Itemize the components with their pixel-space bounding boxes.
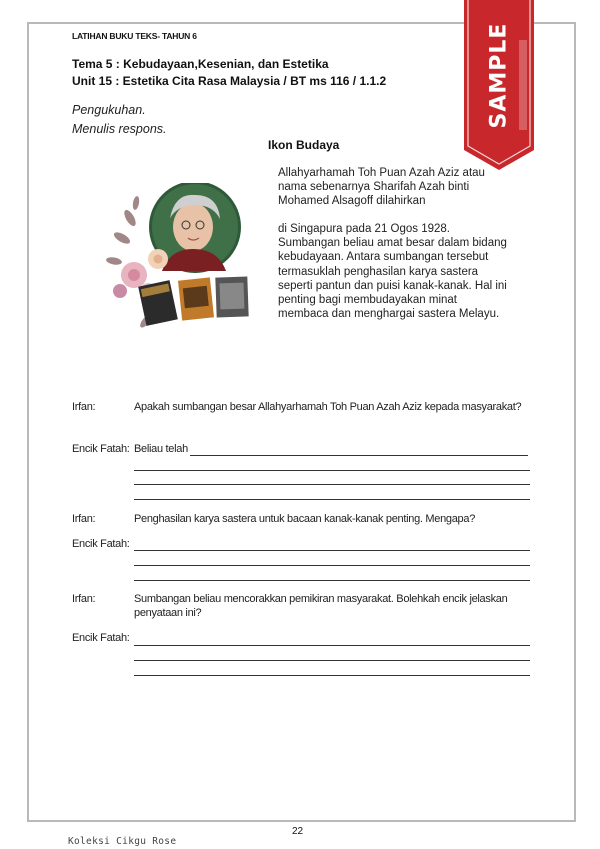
unit-title: Unit 15 : Estetika Cita Rasa Malaysia / BT ms 116 / 1.1.2 xyxy=(72,74,387,88)
intro-line-2: Menulis respons. xyxy=(72,122,167,136)
answer-line[interactable] xyxy=(134,565,530,566)
answer-line[interactable] xyxy=(134,470,530,471)
answer-line[interactable] xyxy=(134,645,530,646)
qa-speaker-fatah-2: Encik Fatah: xyxy=(72,538,130,550)
qa-speaker-irfan-3: Irfan: xyxy=(72,593,96,605)
answer-line[interactable] xyxy=(134,550,530,551)
qa-speaker-irfan-1: Irfan: xyxy=(72,401,96,413)
page-number: 22 xyxy=(292,826,304,837)
ikon-title: Ikon Budaya xyxy=(268,138,340,152)
answer-line[interactable] xyxy=(134,660,530,661)
qa-answer-prefix-1: Beliau telah xyxy=(134,443,188,455)
answer-line[interactable] xyxy=(134,484,530,485)
qa-speaker-fatah-1: Encik Fatah: xyxy=(72,443,130,455)
answer-line[interactable] xyxy=(134,580,530,581)
ikon-paragraph-1: Allahyarhamah Toh Puan Azah Aziz atau nama sebenarnya Sharifah Azah binti Mohamed Alsagoff dilahirkan xyxy=(278,167,485,208)
answer-line[interactable] xyxy=(134,675,530,676)
portrait-illustration xyxy=(100,183,260,333)
answer-line[interactable] xyxy=(190,455,528,456)
qa-speaker-fatah-3: Encik Fatah: xyxy=(72,632,130,644)
top-label: LATIHAN BUKU TEKS- TAHUN 6 xyxy=(72,31,197,41)
intro-line-1: Pengukuhan. xyxy=(72,103,146,117)
ikon-paragraph-2: di Singapura pada 21 Ogos 1928. Sumbangan beliau amat besar dalam bidang kebudayaan. Antara sumbangan tersebut termasuklah penghasilan karya sastera seperti pantun dan puisi kanak-kanak. Hal ini penting bagi membudayakan minat membaca dan menghargai sastera Melayu. xyxy=(278,223,507,321)
qa-question-2: Penghasilan karya sastera untuk bacaan kanak-kanak penting. Mengapa? xyxy=(134,513,476,525)
tema-title: Tema 5 : Kebudayaan,Kesenian, dan Estetika xyxy=(72,57,329,71)
qa-question-3: Sumbangan beliau mencorakkan pemikiran masyarakat. Bolehkah encik jelaskan penyataan ini? xyxy=(134,593,508,619)
qa-question-1: Apakah sumbangan besar Allahyarhamah Toh Puan Azah Aziz kepada masyarakat? xyxy=(134,401,522,413)
answer-line[interactable] xyxy=(134,499,530,500)
qa-speaker-irfan-2: Irfan: xyxy=(72,513,96,525)
sample-label: SAMPLE xyxy=(486,22,512,128)
footer-brand: Koleksi Cikgu Rose xyxy=(68,836,177,847)
